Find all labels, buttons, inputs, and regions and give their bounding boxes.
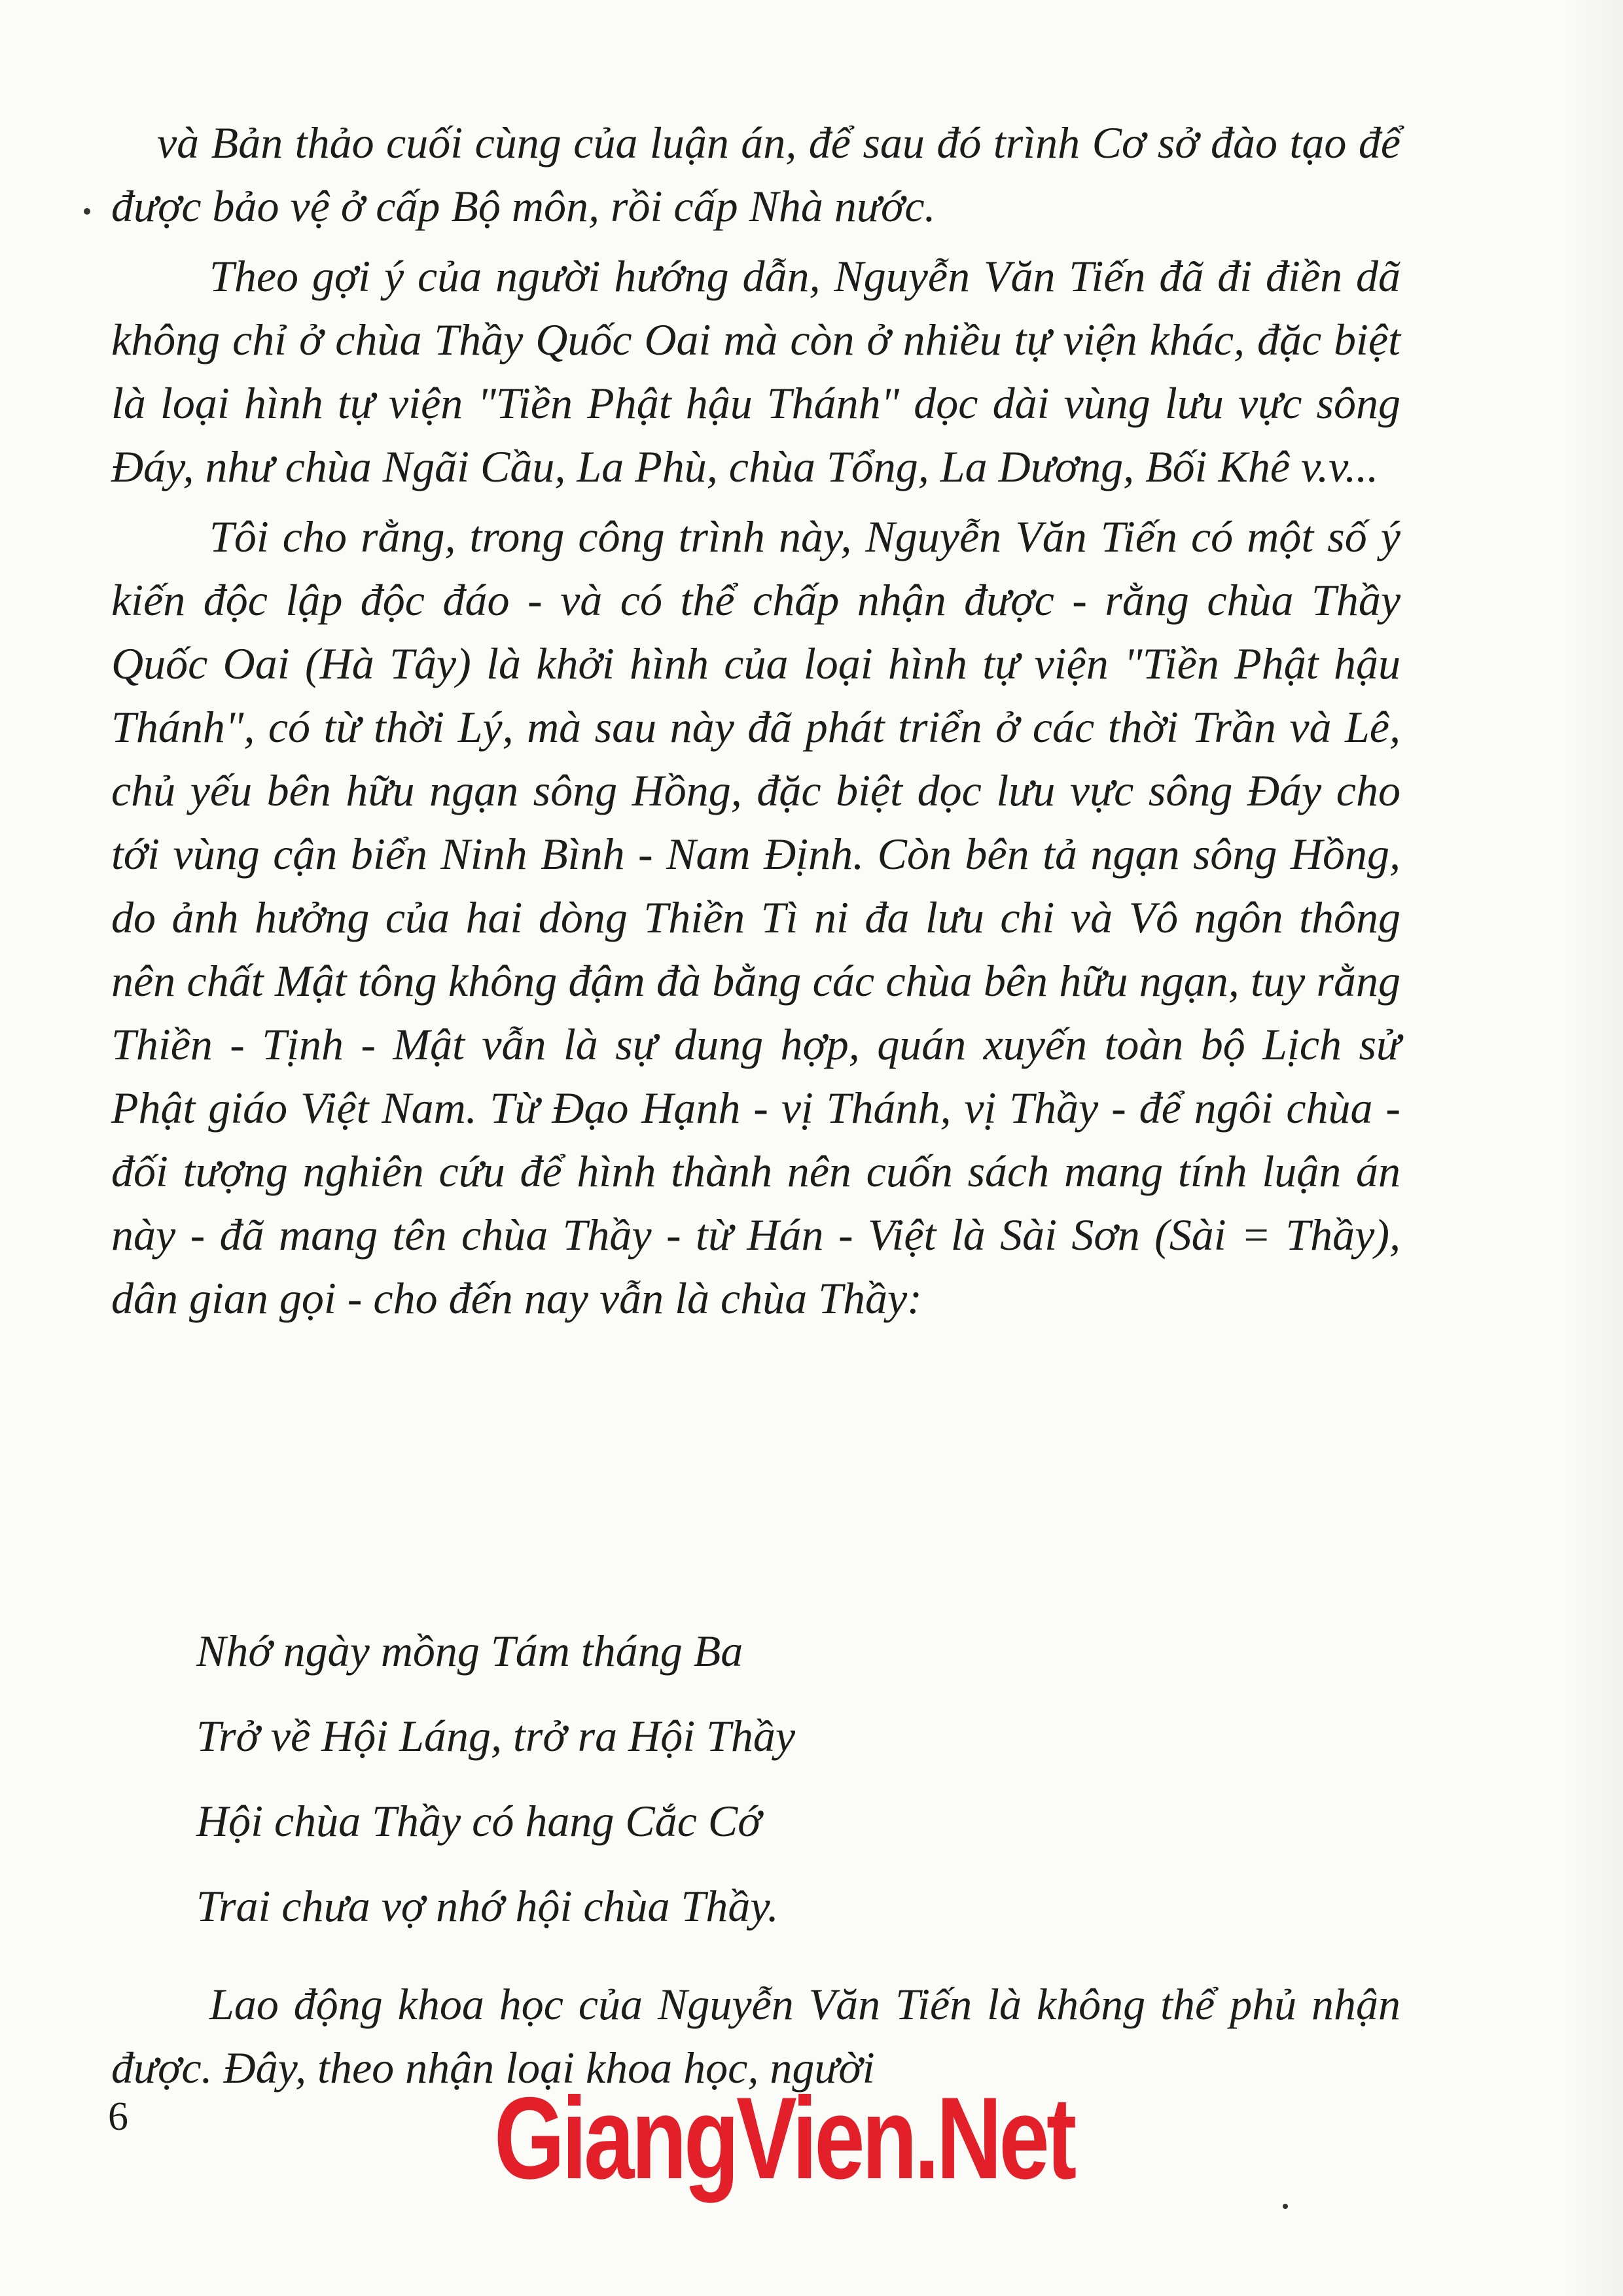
watermark-logo: GiangVien.Net (494, 2073, 1074, 2203)
folk-verse (196, 1619, 795, 1960)
paragraph-continued: và Bản thảo cuối cùng của luận án, để sau đó trình Cơ sở đào tạo để được bảo vệ ở cấp Bộ môn, rồi cấp Nhà nước. (111, 118, 1400, 231)
paragraph-fieldwork: Theo gợi ý của người hướng dẫn, Nguyễn Văn Tiến đã đi điền dã không chỉ ở chùa Thầy Quốc Oai mà còn ở nhiều tự viện khác, đặc biệt là loại hình tự viện "Tiền Phật hậu Thánh" dọc dài vùng lưu vực sông Đáy, như chùa Ngãi Cầu, La Phù, chùa Tổng, La Dương, Bối Khê v.v... (111, 251, 1400, 491)
verse-line: Trở về Hội Láng, trở ra Hội Thầy (196, 1711, 796, 1761)
verse-line: Trai chưa vợ nhớ hội chùa Thầy. (196, 1881, 779, 1931)
verse-line: Hội chùa Thầy có hang Cắc Cớ (196, 1796, 762, 1846)
scan-speck (84, 208, 90, 215)
verse-line: Nhớ ngày mồng Tám tháng Ba (196, 1626, 743, 1676)
scan-speck (1283, 2204, 1288, 2209)
paragraph-argument: Tôi cho rằng, trong công trình này, Nguyễn Văn Tiến có một số ý kiến độc lập độc đáo - và có thể chấp nhận được - rằng chùa Thầy Quốc Oai (Hà Tây) là khởi hình của loại hình tự viện "Tiền Phật hậu Thánh", có từ thời Lý, mà sau này đã phát triển ở các thời Trần và Lê, chủ yếu bên hữu ngạn sông Hồng, đặc biệt dọc lưu vực sông Đáy cho tới vùng cận biển Ninh Bình - Nam Định. Còn bên tả ngạn sông Hồng, do ảnh hưởng của hai dòng Thiền Tì ni đa lưu chi và Vô ngôn thông nên chất Mật tông không đậm đà bằng các chùa bên hữu ngạn, tuy rằng Thiền - Tịnh - Mật vẫn là sự dung hợp, quán xuyến toàn bộ Lịch sử Phật giáo Việt Nam. Từ Đạo Hạnh - vị Thánh, vị Thầy - để ngôi chùa - đối tượng nghiên cứu để hình thành nên cuốn sách mang tính luận án này - đã mang tên chùa Thầy - từ Hán - Việt là Sài Sơn (Sài = Thầy), dân gian gọi - cho đến nay vẫn là chùa Thầy: (111, 512, 1400, 1323)
paragraph-closing: Lao động khoa học của Nguyễn Văn Tiến là không thể phủ nhận được. Đây, theo nhận loại khoa học, người (111, 1979, 1400, 2093)
page-edge-shadow (1564, 0, 1623, 2296)
page-number: 6 (108, 2094, 128, 2139)
body-text (111, 111, 1400, 1330)
